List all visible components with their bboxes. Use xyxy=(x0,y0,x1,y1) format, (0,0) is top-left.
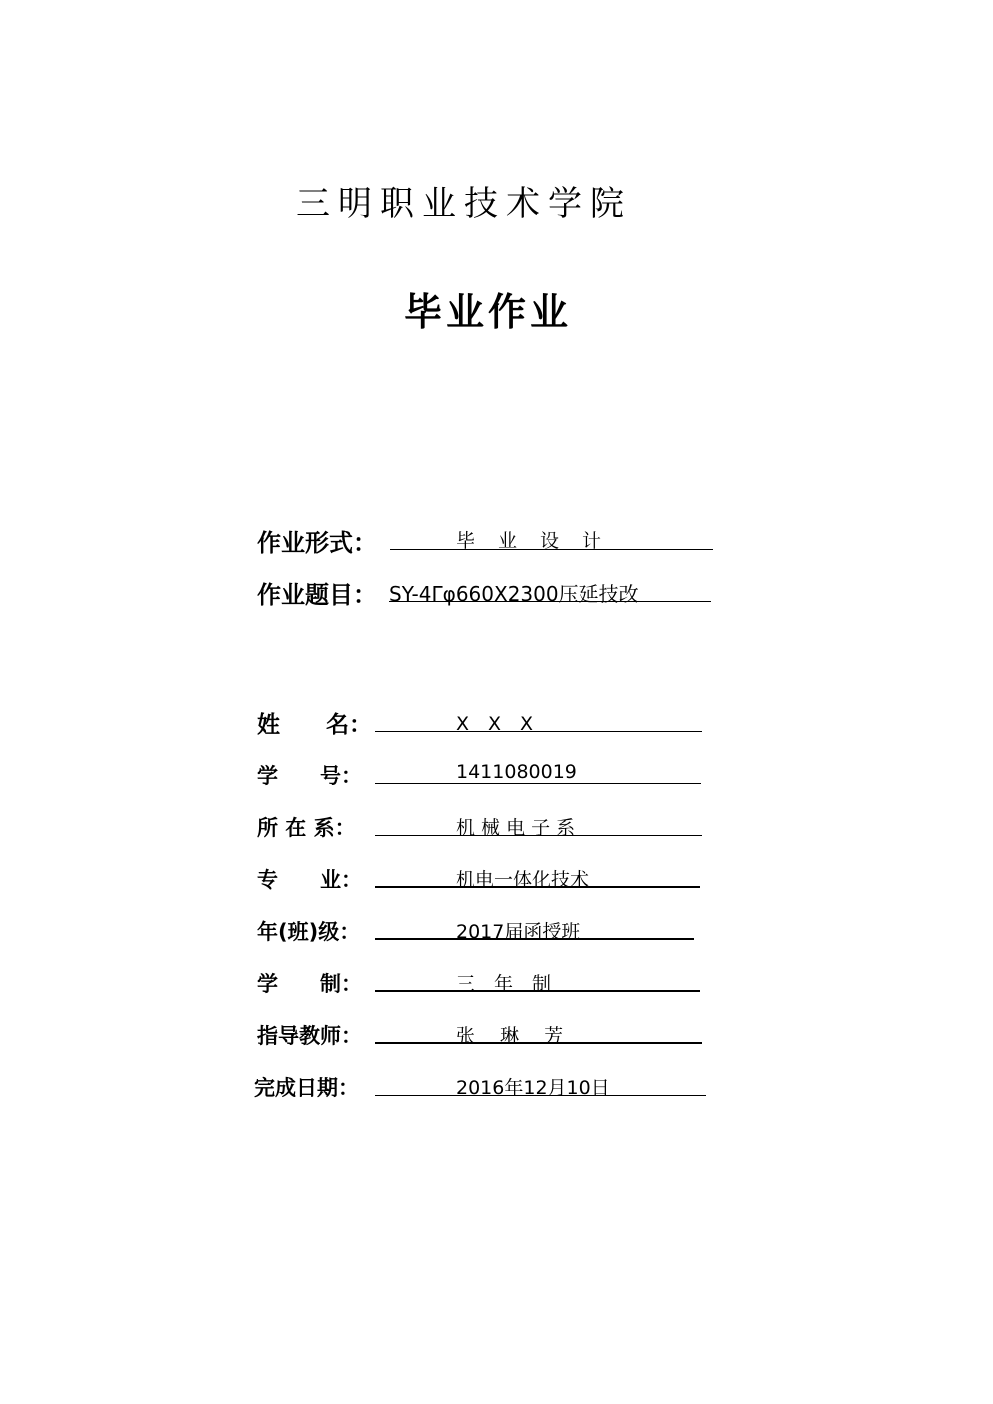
assignment-topic-value: SY-4Γφ660X2300压延技改 xyxy=(389,582,639,606)
class-label: 年(班)级： xyxy=(257,920,361,944)
assignment-form-underline xyxy=(390,549,713,550)
program-length-value: 三 年 制 xyxy=(456,973,552,995)
completion-date-underline xyxy=(375,1095,706,1096)
assignment-form-value: 毕 业 设 计 xyxy=(456,530,604,552)
department-value: 机 械 电 子 系 xyxy=(456,817,576,839)
document-title: 毕业作业 xyxy=(404,290,573,334)
student-id-value: 1411080019 xyxy=(456,761,577,783)
major-value: 机电一体化技术 xyxy=(456,869,590,891)
name-underline xyxy=(375,731,702,732)
completion-date-value: 2016年12月10日 xyxy=(456,1077,610,1099)
major-underline xyxy=(375,886,700,888)
student-id-label: 学 号： xyxy=(257,764,362,788)
advisor-value: 张 琳 芳 xyxy=(456,1025,564,1047)
name-label: 姓 名： xyxy=(257,712,372,738)
department-label: 所 在 系： xyxy=(257,816,356,840)
advisor-label: 指导教师： xyxy=(257,1024,362,1048)
completion-date-label: 完成日期： xyxy=(254,1076,359,1100)
name-value: X X X xyxy=(456,713,534,735)
class-underline xyxy=(375,938,694,940)
student-id-underline xyxy=(375,783,701,784)
class-value: 2017届函授班 xyxy=(456,921,581,943)
assignment-form-label: 作业形式： xyxy=(257,529,377,557)
program-length-underline xyxy=(375,990,700,992)
program-length-label: 学 制： xyxy=(257,972,362,996)
assignment-topic-underline xyxy=(389,601,711,602)
advisor-underline xyxy=(375,1042,702,1044)
major-label: 专 业： xyxy=(257,868,362,892)
department-underline xyxy=(375,835,702,836)
school-name: 三明职业技术学院 xyxy=(296,184,632,224)
assignment-topic-label: 作业题目： xyxy=(257,581,377,609)
